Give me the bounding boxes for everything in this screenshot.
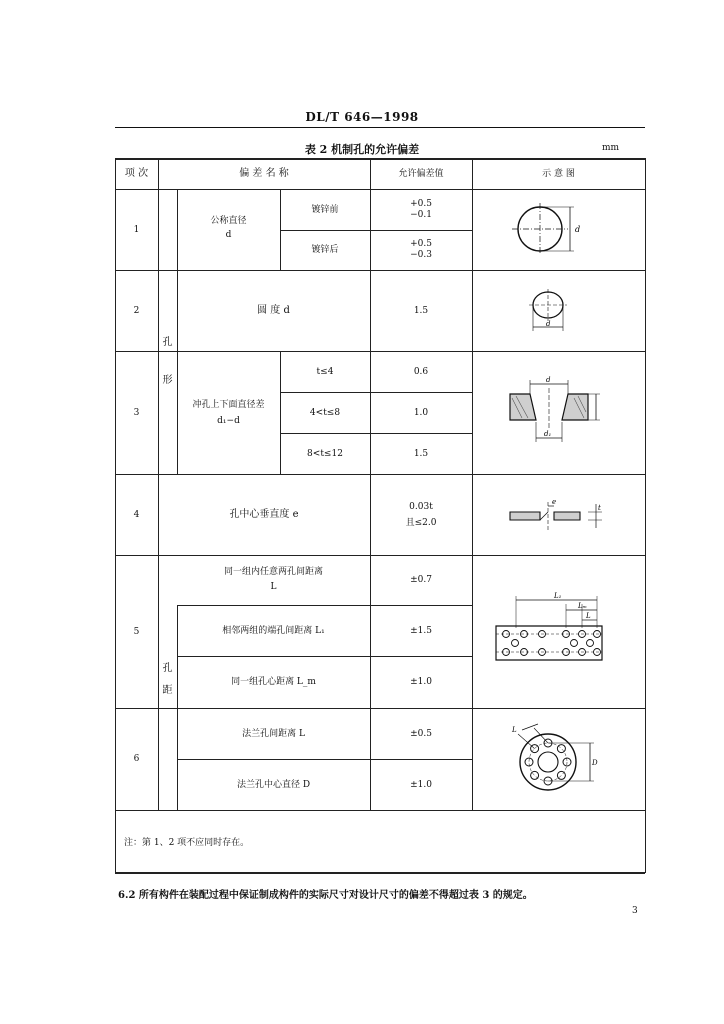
header-rule bbox=[115, 127, 645, 128]
fig1-label-d: d bbox=[575, 225, 581, 234]
fig5-hole bbox=[587, 640, 594, 647]
row3-tol-t4: 0.6 bbox=[413, 366, 429, 377]
col-header-no: 项 次 bbox=[124, 167, 149, 179]
group-label-hole-shape: 孔 形 bbox=[162, 337, 173, 386]
page-number: 3 bbox=[632, 906, 638, 916]
col-header-tolerance: 允许偏差值 bbox=[398, 168, 444, 179]
row6-no: 6 bbox=[133, 754, 140, 764]
row3-no: 3 bbox=[133, 407, 140, 418]
row5-tol-center: ±1.0 bbox=[410, 677, 432, 687]
row3-name: 冲孔上下面直径差 d₁−d bbox=[192, 399, 265, 426]
table-note: 注：第 1、2 项不应同时存在。 bbox=[124, 838, 250, 848]
fig6-bolt-hole bbox=[531, 771, 539, 779]
row4-no: 4 bbox=[133, 509, 140, 520]
figure-roundness bbox=[518, 285, 578, 337]
fig2-label-d: d bbox=[546, 320, 551, 328]
figure-punched-hole-section bbox=[498, 372, 608, 458]
col-header-figure: 示 意 图 bbox=[542, 168, 575, 179]
row1-no: 1 bbox=[133, 224, 140, 235]
fig5-label-Lm: Lₘ bbox=[578, 602, 587, 610]
row3-sub-t12: 8<t≤12 bbox=[307, 448, 343, 459]
fig3-label-top: d bbox=[546, 376, 551, 384]
row5-no: 5 bbox=[133, 626, 140, 637]
row5-tol-adjacent: ±1.5 bbox=[410, 625, 432, 636]
row5-name-center: 同一组孔心距离 L_m bbox=[231, 677, 316, 687]
row1-tol-before: +0.5 −0.1 bbox=[410, 198, 432, 220]
fig3-label-bottom: d₁ bbox=[544, 430, 552, 438]
fig5-hole bbox=[571, 640, 578, 647]
row6-name-diameter: 法兰孔中心直径 D bbox=[236, 779, 311, 790]
figure-flange-holes bbox=[508, 726, 600, 798]
row1-sub-before: 镀锌前 bbox=[311, 204, 339, 215]
row3-sub-t4: t≤4 bbox=[316, 366, 334, 377]
table-unit: mm bbox=[602, 143, 620, 153]
row3-tol-t8: 1.0 bbox=[413, 407, 429, 418]
row6-tol-diameter: ±1.0 bbox=[410, 779, 432, 790]
figure-hole-spacing bbox=[494, 590, 606, 674]
figure-perpendicularity bbox=[506, 496, 606, 536]
row3-sub-t8: 4<t≤8 bbox=[309, 407, 341, 418]
row1-sub-after: 镀锌后 bbox=[311, 245, 339, 255]
fig4-label-t: t bbox=[598, 504, 601, 512]
fig5-hole bbox=[512, 640, 519, 647]
row2-no: 2 bbox=[133, 305, 140, 316]
row4-tol: 0.03t 且≤2.0 bbox=[405, 501, 437, 528]
row5-tol-any-two: ±0.7 bbox=[410, 575, 432, 585]
row1-name: 公称直径 d bbox=[210, 216, 247, 240]
row6-name-spacing: 法兰孔间距离 L bbox=[242, 728, 305, 739]
fig6-bolt-hole bbox=[557, 771, 565, 779]
fig4-label-e: e bbox=[552, 498, 557, 506]
row5-name-any-two: 同一组内任意两孔间距离 L bbox=[223, 567, 323, 592]
fig6-label-L: L bbox=[512, 726, 517, 734]
fig6-bolt-hole bbox=[557, 745, 565, 753]
fig6-label-D: D bbox=[592, 759, 598, 767]
figure-nominal-diameter bbox=[512, 200, 602, 262]
clause-6-2: 6.2 所有构件在装配过程中保证制成构件的实际尺寸对设计尺寸的偏差不得超过表 3 的规定。 bbox=[118, 890, 533, 901]
row3-tol-t12: 1.5 bbox=[413, 448, 429, 459]
row2-tol: 1.5 bbox=[413, 305, 429, 316]
document-header: DL/T 646—1998 bbox=[305, 110, 419, 124]
fig5-label-L: L bbox=[586, 612, 591, 620]
group-label-hole-spacing: 孔 距 bbox=[162, 663, 173, 696]
row1-tol-after: +0.5 −0.3 bbox=[410, 239, 432, 260]
row5-name-adjacent: 相邻两组的端孔间距离 L₁ bbox=[222, 625, 325, 636]
row4-name: 孔中心垂直度 e bbox=[229, 508, 299, 520]
table-caption: 表 2 机制孔的允许偏差 bbox=[304, 143, 420, 156]
row2-name: 圆 度 d bbox=[257, 304, 290, 316]
row6-tol-spacing: ±0.5 bbox=[410, 728, 432, 739]
col-header-name: 偏 差 名 称 bbox=[239, 167, 289, 179]
fig5-label-L1: L₁ bbox=[554, 592, 562, 600]
